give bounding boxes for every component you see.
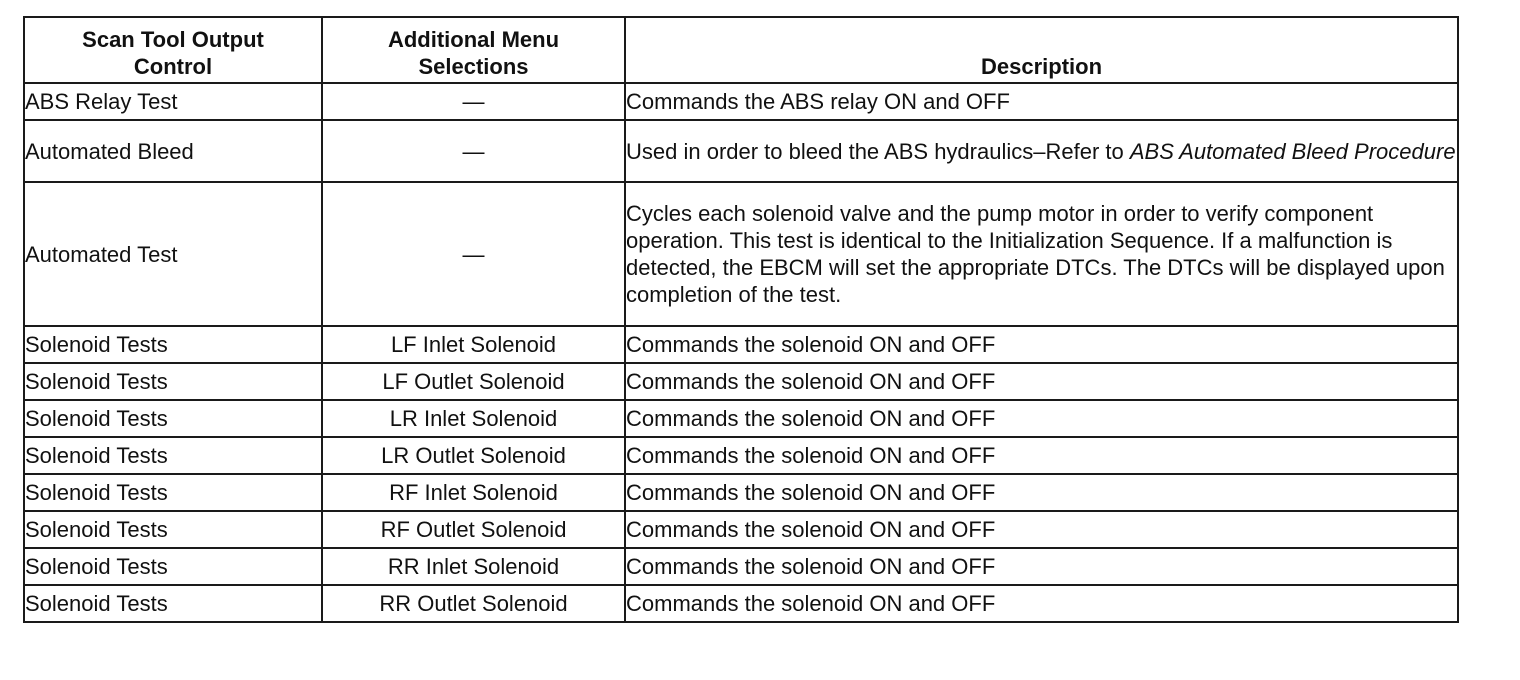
cell-output-control: Solenoid Tests: [24, 511, 322, 548]
header-output-control-line1: Scan Tool Output: [82, 27, 264, 52]
cell-menu-selection: —: [322, 120, 625, 182]
description-text: Used in order to bleed the ABS hydraulics–Refer to: [626, 138, 1130, 164]
cell-menu-selection: —: [322, 83, 625, 120]
header-output-control-line2: Control: [133, 54, 213, 79]
header-row: [24, 17, 1458, 83]
cell-description: Cycles each solenoid valve and the pump motor in order to verify component operation. This test is identical to the Initialization Sequence. If a malfunction is detected, the EBCM will set the appropriate DTCs. The DTCs will be displayed upon completion of the test.: [625, 182, 1458, 326]
table-row: [24, 437, 1458, 474]
table-row: [24, 83, 1458, 120]
table-row: [24, 474, 1458, 511]
cell-menu-selection: LF Inlet Solenoid: [322, 326, 625, 363]
cell-output-control: Solenoid Tests: [24, 400, 322, 437]
cell-description: Commands the solenoid ON and OFF: [625, 400, 1458, 437]
table-row: [24, 326, 1458, 363]
table-row: [24, 363, 1458, 400]
header-menu-line1: Additional Menu: [387, 27, 560, 52]
cell-output-control: Solenoid Tests: [24, 437, 322, 474]
header-menu-line2: Selections: [418, 54, 529, 79]
cell-menu-selection: LR Inlet Solenoid: [322, 400, 625, 437]
cell-description: [625, 120, 1458, 182]
cell-description: Commands the ABS relay ON and OFF: [625, 83, 1458, 120]
cell-description: Commands the solenoid ON and OFF: [625, 363, 1458, 400]
cell-output-control: Solenoid Tests: [24, 326, 322, 363]
cell-menu-selection: RR Outlet Solenoid: [322, 585, 625, 622]
header-additional-menu: [322, 17, 625, 83]
cell-menu-selection: LF Outlet Solenoid: [322, 363, 625, 400]
cell-description: Commands the solenoid ON and OFF: [625, 548, 1458, 585]
cell-description: Commands the solenoid ON and OFF: [625, 511, 1458, 548]
header-description-label: Description: [980, 54, 1103, 79]
procedure-reference: ABS Automated Bleed Procedure: [1129, 138, 1456, 164]
table-header: [24, 17, 1458, 83]
cell-output-control: Solenoid Tests: [24, 585, 322, 622]
cell-description: Commands the solenoid ON and OFF: [625, 326, 1458, 363]
cell-menu-selection: RF Outlet Solenoid: [322, 511, 625, 548]
scan-tool-output-control-table: [23, 16, 1459, 623]
cell-output-control: Solenoid Tests: [24, 548, 322, 585]
cell-menu-selection: —: [322, 182, 625, 326]
cell-menu-selection: LR Outlet Solenoid: [322, 437, 625, 474]
cell-output-control: Automated Bleed: [24, 120, 322, 182]
cell-output-control: Solenoid Tests: [24, 474, 322, 511]
table-row: [24, 511, 1458, 548]
table-row: [24, 120, 1458, 182]
cell-output-control: Solenoid Tests: [24, 363, 322, 400]
header-description: [625, 17, 1458, 83]
cell-menu-selection: RR Inlet Solenoid: [322, 548, 625, 585]
cell-description: Commands the solenoid ON and OFF: [625, 585, 1458, 622]
table-row: [24, 585, 1458, 622]
table-row: [24, 182, 1458, 326]
header-output-control: [24, 17, 322, 83]
cell-menu-selection: RF Inlet Solenoid: [322, 474, 625, 511]
cell-description: Commands the solenoid ON and OFF: [625, 474, 1458, 511]
table-row: [24, 400, 1458, 437]
table-body: [24, 83, 1458, 622]
cell-output-control: ABS Relay Test: [24, 83, 322, 120]
cell-description: Commands the solenoid ON and OFF: [625, 437, 1458, 474]
cell-output-control: Automated Test: [24, 182, 322, 326]
table-row: [24, 548, 1458, 585]
